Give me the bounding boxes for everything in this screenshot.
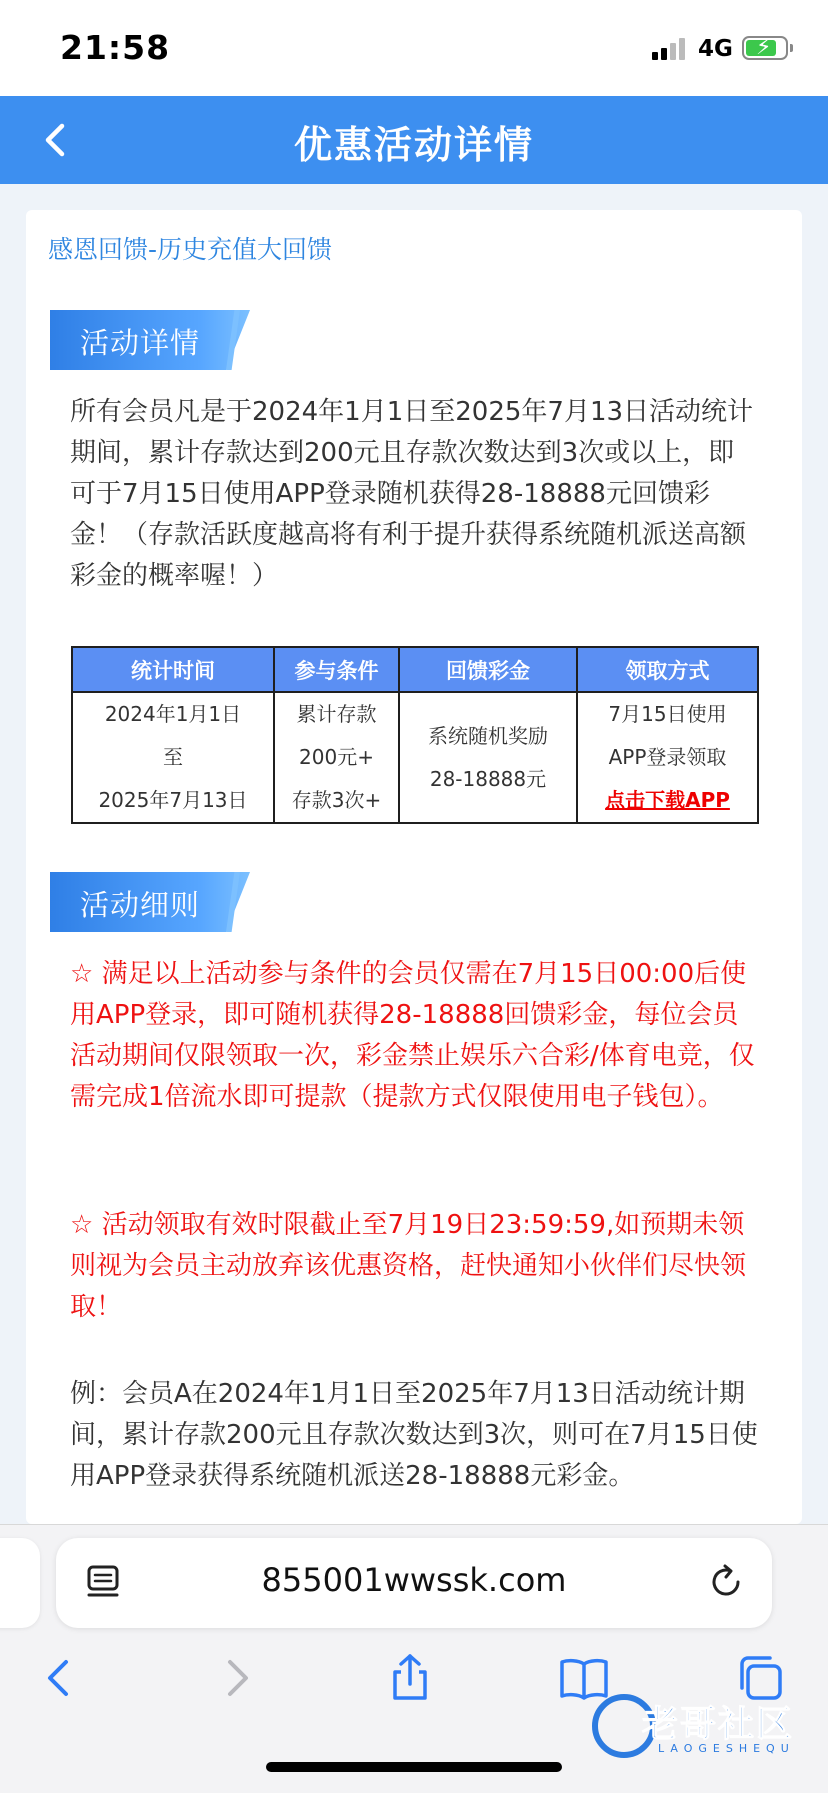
table-header-cell: 领取方式 — [577, 647, 758, 692]
page-title: 优惠活动详情 — [293, 123, 534, 167]
section-heading-details — [50, 310, 250, 370]
details-paragraph: 所有会员凡是于2024年1月1日至2025年7月13日活动统计期间，累计存款达到200元且存款次数达到3次或以上，即可于7月15日使用APP登录随机获得28-18888元回馈彩金！（存款活跃度越高将有利于提升获得系统随机派送高额彩金的概率喔！） — [70, 397, 754, 591]
download-app-link[interactable]: 点击下载APP — [605, 788, 730, 812]
watermark-text: 老哥社区 — [642, 1704, 795, 1745]
status-bar — [0, 0, 828, 96]
home-indicator[interactable] — [266, 1762, 562, 1772]
table-header-row — [72, 647, 758, 692]
share-icon[interactable] — [384, 1652, 436, 1704]
condition-line: 存款3次+ — [291, 788, 382, 812]
condition-cell — [274, 692, 399, 823]
section-heading-label: 活动细则 — [80, 888, 201, 922]
nav-header — [0, 96, 828, 184]
table-header-cell: 回馈彩金 — [399, 647, 577, 692]
claim-line: 7月15日使用 — [608, 702, 727, 726]
promo-subtitle: 感恩回馈-历史充值大回馈 — [48, 235, 333, 264]
bonus-cell — [399, 692, 577, 823]
reload-icon[interactable] — [706, 1562, 746, 1602]
promo-table — [71, 646, 759, 824]
condition-line: 累计存款 — [296, 702, 377, 726]
section-heading-rules — [50, 872, 250, 932]
table-row — [72, 692, 758, 823]
period-end: 2025年7月13日 — [98, 788, 248, 812]
bonus-line: 系统随机奖励 — [428, 723, 548, 748]
watermark-subtext: LAOGESHEQU — [658, 1742, 795, 1755]
period-to: 至 — [163, 745, 183, 769]
table-header-cell: 参与条件 — [274, 647, 399, 692]
section-heading-label: 活动详情 — [80, 326, 201, 360]
watermark-logo — [592, 1690, 812, 1770]
period-start: 2024年1月1日 — [104, 702, 242, 726]
example-paragraph: 例：会员A在2024年1月1日至2025年7月13日活动统计期间，累计存款200元且存款次数达到3次，则可在7月15日使用APP登录获得系统随机派送28-18888元彩金。 — [70, 1379, 758, 1491]
previous-tab-peek[interactable] — [0, 1538, 40, 1628]
network-type: 4G — [698, 36, 733, 62]
period-cell — [72, 692, 274, 823]
url-text[interactable]: 855001wwssk.com — [261, 1561, 567, 1599]
table-header-cell: 统计时间 — [72, 647, 274, 692]
rule-paragraph-1: ☆ 满足以上活动参与条件的会员仅需在7月15日00:00后使用APP登录，即可随机获得28-18888回馈彩金，每位会员活动期间仅限领取一次，彩金禁止娱乐六合彩/体育电竞，仅需完成1倍流水即可提款（提款方式仅限使用电子钱包）。 — [70, 959, 755, 1112]
condition-line: 200元+ — [299, 745, 374, 769]
bonus-line: 28-18888元 — [429, 766, 547, 791]
claim-cell — [577, 692, 758, 823]
rule-paragraph-2: ☆ 活动领取有效时限截止至7月19日23:59:59,如预期未领则视为会员主动放弃该优惠资格，赶快通知小伙伴们尽快领取！ — [70, 1210, 747, 1322]
status-time: 21:58 — [60, 28, 171, 67]
battery-icon: ⚡ — [742, 36, 788, 60]
claim-line: APP登录领取 — [608, 745, 727, 769]
browser-forward-icon[interactable] — [210, 1652, 262, 1704]
signal-icon — [652, 38, 690, 60]
address-bar[interactable] — [56, 1538, 772, 1628]
browser-back-icon[interactable] — [34, 1652, 86, 1704]
